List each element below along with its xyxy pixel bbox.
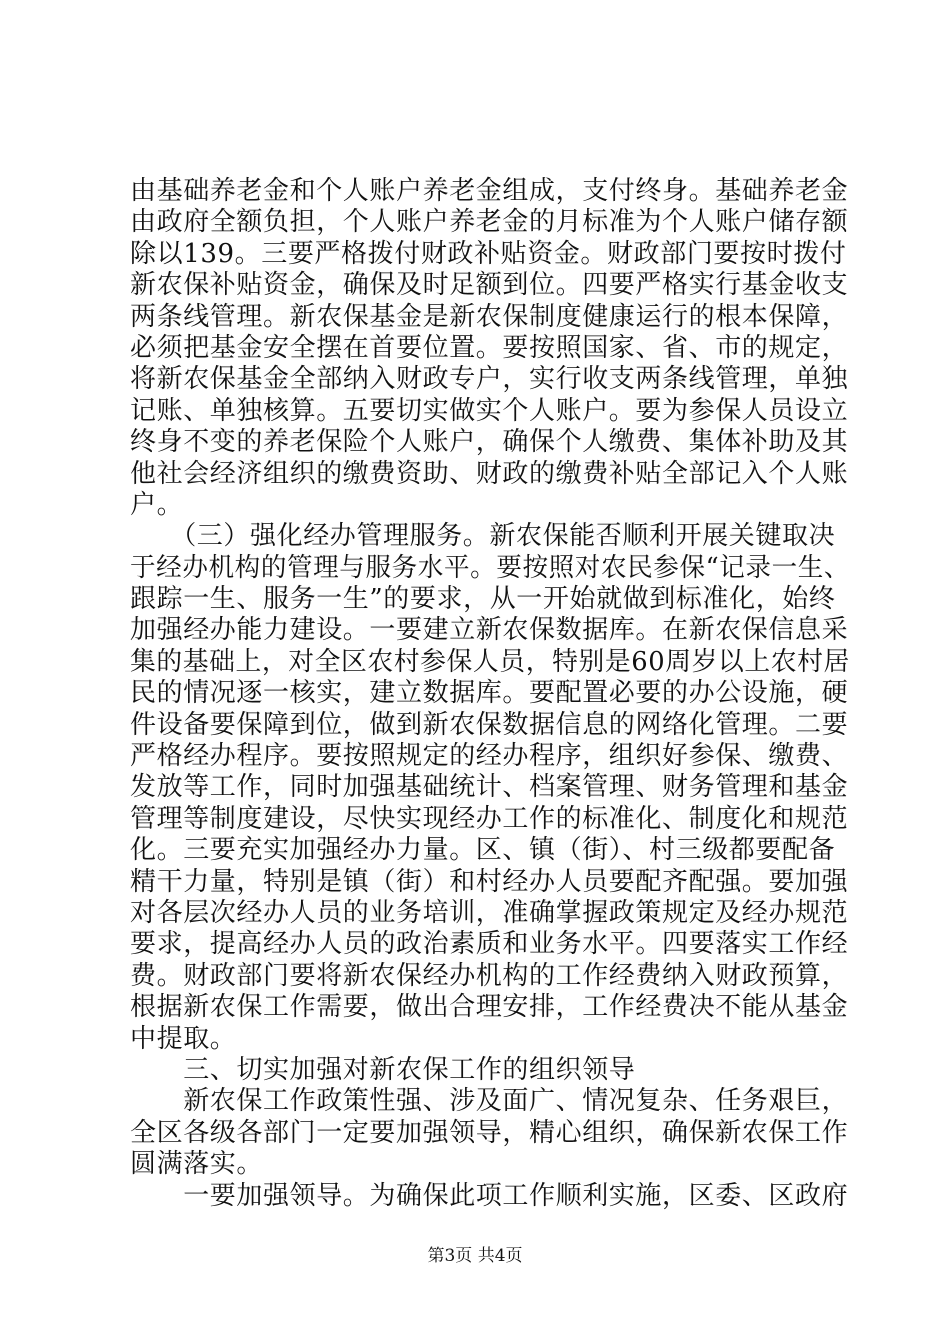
text-line: 新农保补贴资金，确保及时足额到位。四要严格实行基金收支 — [130, 270, 849, 301]
text-line: 跟踪一生、服务一生”的要求，从一开始就做到标准化，始终 — [130, 584, 836, 615]
text-line: 管理等制度建设，尽快实现经办工作的标准化、制度化和规范 — [130, 803, 849, 834]
text-line: （三）强化经办管理服务。新农保能否顺利开展关键取决 — [130, 521, 836, 552]
text-line: 除以139。三要严格拨付财政补贴资金。财政部门要按时拨付 — [130, 238, 847, 269]
text-line: 新农保工作政策性强、涉及面广、情况复杂、任务艰巨， — [130, 1086, 849, 1117]
text-line: 终身不变的养老保险个人账户，确保个人缴费、集体补助及其 — [130, 427, 849, 458]
text-line: 精干力量，特别是镇（街）和村经办人员要配齐配强。要加强 — [130, 866, 849, 897]
text-line: 对各层次经办人员的业务培训，准确掌握政策规定及经办规范 — [130, 897, 849, 928]
text-line: 一要加强领导。为确保此项工作顺利实施，区委、区政府 — [130, 1180, 849, 1211]
text-line: 集的基础上，对全区农村参保人员，特别是60周岁以上农村居 — [130, 646, 850, 677]
text-line: 记账、单独核算。五要切实做实个人账户。要为参保人员设立 — [130, 395, 849, 426]
page-footer: 第3页 共4页 — [427, 1246, 523, 1266]
text-line: 件设备要保障到位，做到新农保数据信息的网络化管理。二要 — [130, 709, 849, 740]
text-line: 全区各级各部门一定要加强领导，精心组织，确保新农保工作 — [130, 1117, 849, 1148]
text-line: 三、切实加强对新农保工作的组织领导 — [130, 1054, 636, 1085]
text-line: 中提取。 — [130, 1023, 237, 1054]
text-line: 户。 — [130, 489, 184, 520]
text-line: 加强经办能力建设。一要建立新农保数据库。在新农保信息采 — [130, 615, 849, 646]
text-line: 必须把基金安全摆在首要位置。要按照国家、省、市的规定， — [130, 332, 849, 363]
text-line: 两条线管理。新农保基金是新农保制度健康运行的根本保障， — [130, 301, 849, 332]
text-line: 由基础养老金和个人账户养老金组成，支付终身。基础养老金 — [130, 176, 849, 206]
text-line: 要求，提高经办人员的政治素质和业务水平。四要落实工作经 — [130, 929, 849, 960]
text-line: 于经办机构的管理与服务水平。要按照对农民参保“记录一生、 — [130, 552, 851, 583]
text-line: 费。财政部门要将新农保经办机构的工作经费纳入财政预算， — [130, 960, 849, 991]
text-line: 由政府全额负担，个人账户养老金的月标准为个人账户储存额 — [130, 207, 849, 238]
text-line: 将新农保基金全部纳入财政专户，实行收支两条线管理，单独 — [130, 364, 849, 395]
text-line: 发放等工作，同时加强基础统计、档案管理、财务管理和基金 — [130, 772, 849, 803]
text-line: 化。三要充实加强经办力量。区、镇（街）、村三级都要配备 — [130, 835, 836, 866]
text-line: 他社会经济组织的缴费资助、财政的缴费补贴全部记入个人账 — [130, 458, 849, 489]
text-line: 民的情况逐一核实，建立数据库。要配置必要的办公设施，硬 — [130, 678, 849, 709]
text-line: 圆满落实。 — [130, 1149, 264, 1180]
text-line: 根据新农保工作需要，做出合理安排，工作经费决不能从基金 — [130, 992, 849, 1023]
body-text — [130, 176, 850, 1212]
text-line: 严格经办程序。要按照规定的经办程序，组织好参保、缴费、 — [130, 741, 849, 772]
